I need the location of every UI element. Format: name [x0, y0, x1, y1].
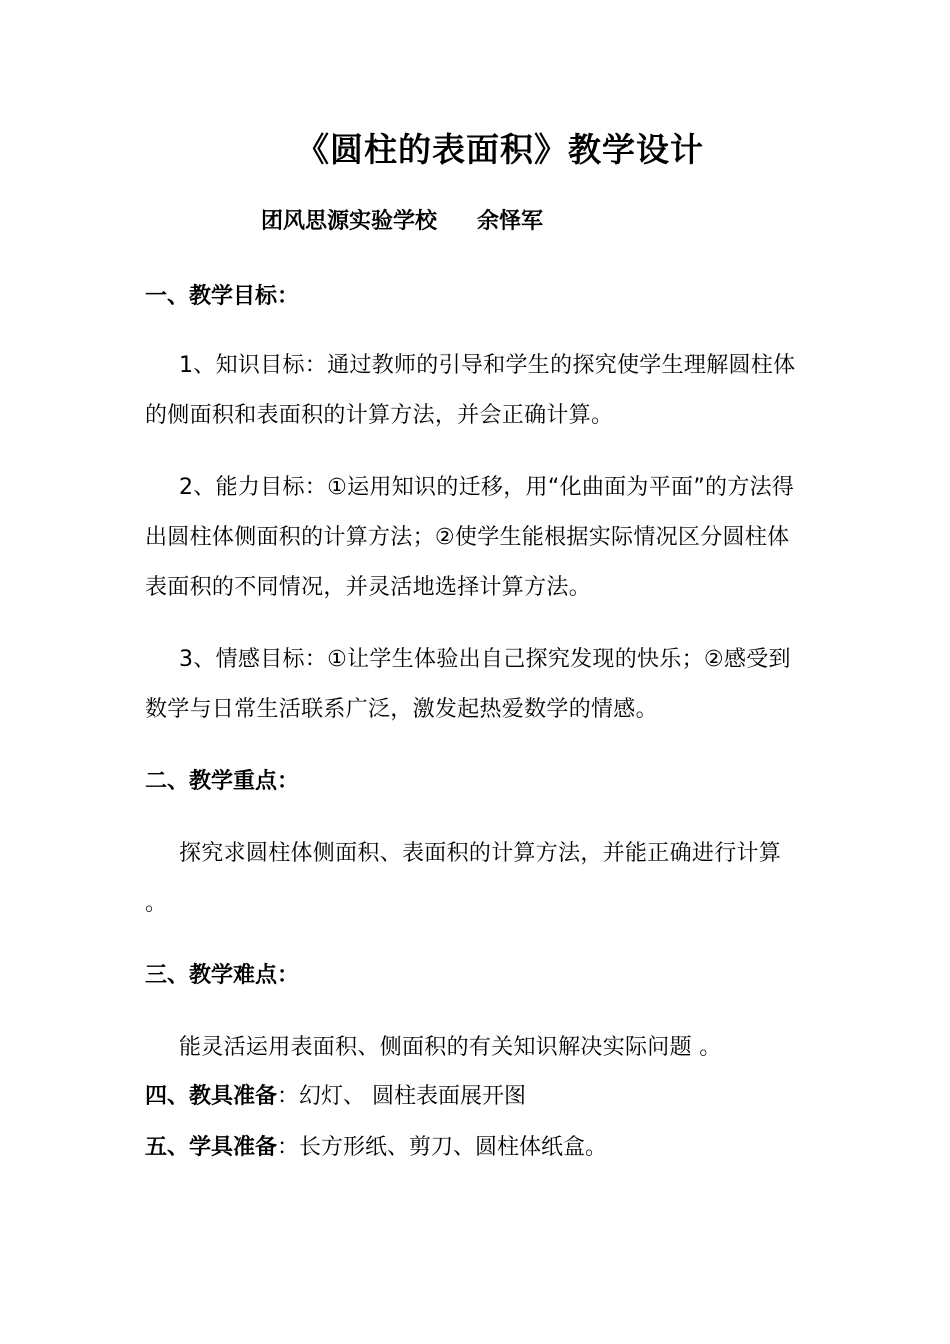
author-school: 团风思源实验学校 [261, 209, 438, 234]
teaching-aids-label: 四、教具准备 [145, 1084, 278, 1109]
learning-aids-colon: ： [277, 1135, 300, 1160]
teaching-aids-line [145, 1082, 526, 1112]
learning-aids-label: 五、学具准备 [145, 1135, 278, 1160]
document-title: 《圆柱的表面积》教学设计 [296, 130, 704, 169]
section-heading-key-points: 二、教学重点： [145, 769, 300, 794]
difficulties-text: 能灵活运用表面积、侧面积的有关知识解决实际问题 。 [179, 1035, 722, 1060]
author-name: 余怿军 [477, 209, 544, 234]
teaching-aids-colon: ： [277, 1084, 300, 1109]
objective-ability: 2、能力目标：①运用知识的迁移，用“化曲面为平面”的方法得出圆柱体侧面积的计算方法；②使学生能根据实际情况区分圆柱体表面积的不同情况，并灵活地选择计算方法。 [145, 475, 795, 600]
key-points-text: 探究求圆柱体侧面积、表面积的计算方法，并能正确进行计算 。 [145, 841, 782, 916]
objective-emotion: 3、情感目标：①让学生体验出自己探究发现的快乐；②感受到数学与日常生活联系广泛，激发起热爱数学的情感。 [145, 647, 791, 722]
author-line [261, 207, 543, 237]
learning-aids-text: 长方形纸、剪刀、圆柱体纸盒。 [299, 1135, 608, 1160]
section-heading-objectives: 一、教学目标： [145, 284, 300, 309]
teaching-aids-text: 幻灯、 圆柱表面展开图 [299, 1084, 527, 1109]
learning-aids-line [145, 1133, 607, 1163]
objective-knowledge: 1、知识目标：通过教师的引导和学生的探究使学生理解圆柱体的侧面积和表面积的计算方法，并会正确计算。 [145, 353, 796, 428]
section-heading-difficulties: 三、教学难点： [145, 963, 300, 988]
